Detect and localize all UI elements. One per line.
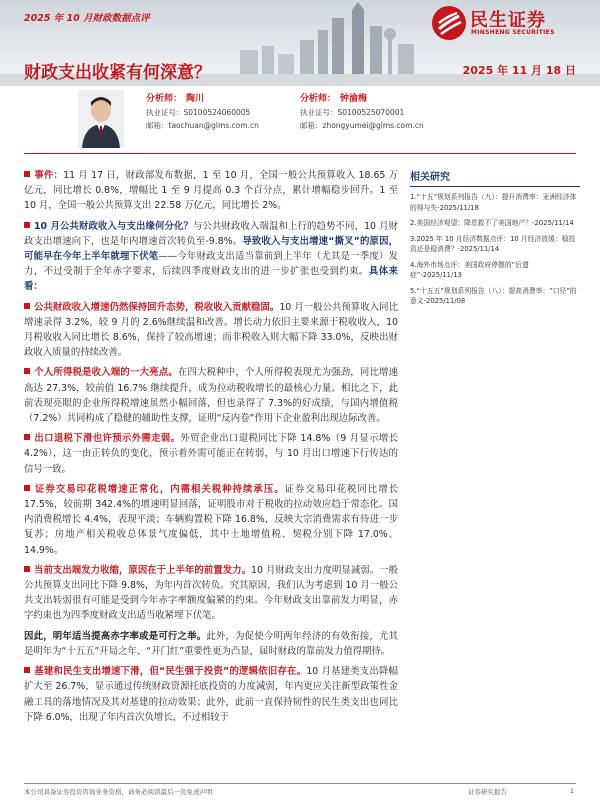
paragraph-lead: 出口退税下滑也许预示外需走弱。: [34, 433, 181, 445]
analyst-name: 陶川: [186, 94, 205, 104]
paragraph-lead: 个人所得税是收入端的一大亮点。: [34, 367, 178, 379]
report-date: 2025 年 11 月 18 日: [462, 64, 576, 77]
related-research-item[interactable]: 1.“十五”规划系列报告（九）：提升消费率：亚洲经济体的得与失-2025/11/18: [410, 193, 577, 212]
analyst-email[interactable]: 邮箱：taochuan@glms.com.cn: [146, 121, 259, 130]
logo-text-en: MINSHENG SECURITIES: [471, 29, 555, 36]
footer-disclaimer: 本公司具备证券投资咨询业务资格，请务必阅读最后一页免责声明: [24, 788, 213, 796]
related-research-item[interactable]: 3.2025 年 10 月经济数据点评：10 月经济放缓：稳投资还是稳消费？-2025/11/14: [410, 234, 576, 253]
paragraph-lead: 事件：: [34, 170, 64, 181]
paragraph-emphasis: 导致收入与支出增速“撕叉”的原因，可能早在今年上半年就埋下伏笔: [24, 235, 399, 263]
paragraph: [24, 563, 398, 624]
bullet-icon: [24, 485, 30, 491]
analyst-name: 钟渝梅: [340, 94, 368, 104]
bullet-icon: [24, 434, 30, 440]
report-body: [24, 168, 398, 730]
analyst-email[interactable]: 邮箱：zhongyumei@glms.com.cn: [300, 121, 424, 130]
paragraph: [24, 219, 398, 295]
paragraph: [24, 431, 398, 477]
paragraph-text: 10 月财政支出力度明显减弱。一般公共预算支出同比下降 9.8%，为年内首次转负。究其原因，我们认为考虑到 10 月一般公共支出转弱很有可能是受到今年赤字率额度偏紧的约束。今年财政支出靠前发力明显，赤字约束也为四季度财政支出适当收紧埋下伏笔。: [24, 564, 398, 622]
analyst-role: 分析师：: [300, 94, 337, 104]
report-tag: 2025 年 10 月财政数据点评: [24, 13, 150, 24]
analyst-card: [146, 92, 259, 132]
paragraph-lead: 10 月公共财政收入与支出缘何分化？: [34, 220, 193, 232]
footer-report-type: 证券研究报告: [468, 788, 507, 796]
analyst-cert: 执业证号：S0100525070001: [300, 108, 405, 117]
bullet-icon: [24, 368, 30, 374]
bullet-icon: [24, 303, 30, 309]
paragraph-text: 此外，为促使今明两年经济的有效衔接，尤其是明年为“十五五”开局之年、“开门红”重要性更为凸显，届时财政的靠前发力值得期待。: [24, 630, 398, 657]
analyst-role: 分析师：: [146, 94, 183, 104]
paragraph-emphasis: 具体来看：: [24, 266, 398, 293]
bullet-icon: [24, 171, 30, 177]
analyst-card: [300, 92, 424, 132]
paragraph: [24, 629, 398, 659]
bullet-icon: [24, 667, 30, 673]
analyst-cert: 执业证号：S0100524060005: [146, 108, 251, 117]
paragraph-text: ——今年财政支出适当靠前到上半年（尤其是一季度）发力，不过受制于全年赤字要求，后续四季度财政支出的进一步扩张也受到约束。: [24, 251, 398, 278]
paragraph-text: 外贸企业出口退税同比下降 14.8%（9 月显示增长 4.2%），这一由正转负的变化，预示着外需可能正在转弱，与 10 月出口增速下行传达的信号一致。: [24, 433, 398, 475]
related-research-item[interactable]: 5.“十五五”规划系列报告（八）：提高消费率：“口径”的意义-2025/11/08: [410, 286, 577, 305]
logo-text-cn: 民生证券: [470, 10, 546, 31]
analyst-photo: [78, 90, 124, 148]
footer-divider: [24, 783, 576, 784]
bullet-icon: [24, 566, 30, 572]
paragraph-text: 10 月基建类支出降幅扩大至 26.7%，显示通过传统财政资源托底投资的力度减弱，年内更应关注新型政策性金融工具的落地情况及其对基建的拉动效果；此外，此前一直保持韧性的民生类支出也同比下降 6.0%，出现了年内首次负增长，不过相较于: [24, 666, 398, 723]
page-number: 1: [569, 787, 574, 795]
page-header: [0, 0, 600, 86]
paragraph-lead: 因此，明年适当提高赤字率或是可行之举。: [24, 630, 207, 642]
paragraph-text: 在四大税种中，个人所得税表现尤为强劲，同比增速高达 27.3%，较前值 16.7% 继续提升，成为拉动税收增长的最核心力量。相比之下，此前表现亮眼的企业所得税增速虽然小幅回落，但也录得了 7.3%的好成绩，与国内增值税（7.2%）共同构成了稳健的辅助性支撑，证明“反内卷”作用下企业盈利出现边际改善。: [24, 367, 398, 425]
divider: [24, 153, 576, 154]
sidebar-title: 相关研究: [410, 168, 580, 187]
minsheng-logo-icon: [430, 4, 468, 42]
page-title: 财政支出收紧有何深意？: [24, 63, 211, 83]
paragraph: [24, 482, 398, 558]
paragraph-text: 10 月一般公共预算收入同比增速录得 3.2%，较 9 月的 2.6%继续温和改善。增长动力依旧主要来源于税收收入，10 月税收收入同比增长 8.6%，保持了较高增速；而非税收入则大幅下降 33.0%，反映出财政收入质量的持续改善。: [24, 301, 398, 359]
paragraph-text: 11 月 17 日，财政部发布数据，1 至 10 月，全国一般公共预算收入 18.65 万亿元，同比增长 0.8%，增幅比 1 至 9 月提高 0.3 个百分点，累计增幅稳步回升。1 至 10 月，全国一般公共预算支出 22.58 万亿元，同比增长 2%。: [24, 170, 398, 212]
paragraph: [24, 365, 398, 426]
paragraph-lead: 当前支出端发力收缩，原因在于上半年的前置发力。: [34, 564, 252, 576]
paragraph-text: 与公共财政收入端温和上行的趋势不同，10 月财政支出增速向下，也是年内增速首次转负至-9.8%。: [24, 220, 398, 247]
related-research-item[interactable]: 2.美国经济观望：降息救不了美国地产？-2025/11/14: [410, 219, 574, 227]
paragraph-lead: 基建和民生支出增速下滑，但“民生强于投资”的逻辑依旧存在。: [34, 666, 307, 678]
analyst-section: [0, 86, 600, 152]
paragraph-lead: 证券交易印花税增速正常化，内需相关税种持续承压。: [34, 483, 285, 495]
person-icon: [78, 90, 124, 148]
related-research-sidebar: [410, 168, 580, 312]
paragraph: [24, 664, 398, 725]
bullet-icon: [24, 222, 30, 228]
paragraph-text: 证券交易印花税同比增长 17.5%，较前期 342.4%的增速明显回落，证明股市对于税收的拉动效应趋于常态化。国内消费税增长 4.4%，表现平淡；车辆购置税下降 16.8%，反映大宗消费需求有待进一步复苏；房地产相关税收总体景气度偏低，其中土地增值税、契税分别下降 17.0%、14.9%。: [24, 483, 398, 556]
related-research-item[interactable]: 4.海外市场点评：美国政府停摆的“后遗症”-2025/11/13: [410, 260, 529, 279]
paragraph: [24, 168, 398, 214]
paragraph-lead: 公共财政收入增速仍然保持回升态势，税收收入贡献稳固。: [34, 301, 280, 313]
company-logo: [430, 4, 580, 44]
paragraph: [24, 300, 398, 361]
